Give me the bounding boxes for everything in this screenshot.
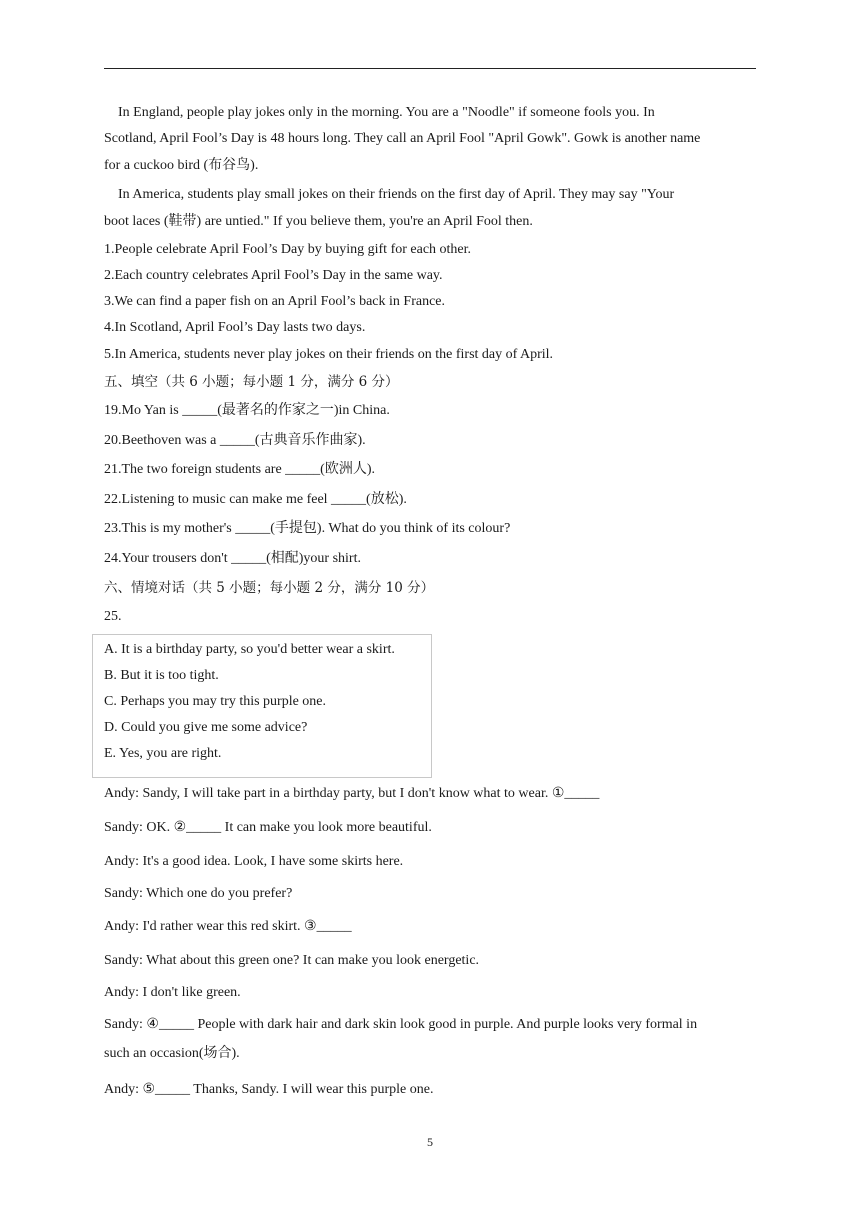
passage-line: boot laces (鞋带) are untied." If you believe them, you're an April Fool then.	[104, 214, 533, 229]
fill-in-item: 19.Mo Yan is _____(最著名的作家之一)in China.	[104, 403, 390, 418]
statement-item: 2.Each country celebrates April Fool’s Day in the same way.	[104, 268, 443, 283]
dialogue-line: Sandy: ④_____ People with dark hair and dark skin look good in purple. And purple looks very formal in	[104, 1017, 698, 1032]
option-item: E. Yes, you are right.	[104, 746, 222, 761]
fill-in-item: 21.The two foreign students are _____(欧洲人).	[104, 462, 375, 477]
section-title-fill-in: 五、填空（共 6 小题；每小题 1 分，满分 6 分）	[104, 374, 399, 390]
dialogue-line: Andy: I'd rather wear this red skirt. ③_____	[104, 919, 352, 934]
question-number: 25.	[104, 609, 122, 624]
statement-item: 4.In Scotland, April Fool’s Day lasts two days.	[104, 320, 366, 335]
passage-line: In England, people play jokes only in the morning. You are a "Noodle" if someone fools you. In	[118, 105, 655, 120]
statement-item: 5.In America, students never play jokes on their friends on the first day of April.	[104, 347, 554, 362]
dialogue-line: such an occasion(场合).	[104, 1046, 240, 1061]
option-item: B. But it is too tight.	[104, 668, 219, 683]
statement-item: 3.We can find a paper fish on an April Fool’s back in France.	[104, 294, 446, 309]
fill-in-item: 24.Your trousers don't _____(相配)your shirt.	[104, 551, 361, 566]
header-rule	[104, 68, 756, 69]
dialogue-line: Andy: ⑤_____ Thanks, Sandy. I will wear this purple one.	[104, 1082, 434, 1097]
fill-in-item: 23.This is my mother's _____(手提包). What do you think of its colour?	[104, 521, 511, 536]
passage-line: Scotland, April Fool’s Day is 48 hours long. They call an April Fool "April Gowk". Gowk is another name	[104, 131, 701, 146]
page-number: 5	[427, 1135, 433, 1149]
fill-in-item: 20.Beethoven was a _____(古典音乐作曲家).	[104, 433, 366, 448]
dialogue-line: Andy: It's a good idea. Look, I have some skirts here.	[104, 854, 404, 869]
statement-item: 1.People celebrate April Fool’s Day by buying gift for each other.	[104, 242, 472, 257]
dialogue-line: Andy: Sandy, I will take part in a birthday party, but I don't know what to wear. ①_____	[104, 786, 600, 801]
option-item: D. Could you give me some advice?	[104, 720, 308, 735]
dialogue-line: Sandy: Which one do you prefer?	[104, 886, 293, 901]
passage-line: for a cuckoo bird (布谷鸟).	[104, 158, 259, 173]
passage-line: In America, students play small jokes on their friends on the first day of April. They may say "Your	[118, 187, 675, 202]
fill-in-item: 22.Listening to music can make me feel _____(放松).	[104, 492, 407, 507]
option-item: A. It is a birthday party, so you'd better wear a skirt.	[104, 642, 395, 657]
section-title-dialogue: 六、情境对话（共 5 小题；每小题 2 分，满分 10 分）	[104, 580, 435, 596]
option-item: C. Perhaps you may try this purple one.	[104, 694, 327, 709]
dialogue-line: Andy: I don't like green.	[104, 985, 241, 1000]
dialogue-line: Sandy: OK. ②_____ It can make you look more beautiful.	[104, 820, 432, 835]
dialogue-line: Sandy: What about this green one? It can make you look energetic.	[104, 953, 480, 968]
